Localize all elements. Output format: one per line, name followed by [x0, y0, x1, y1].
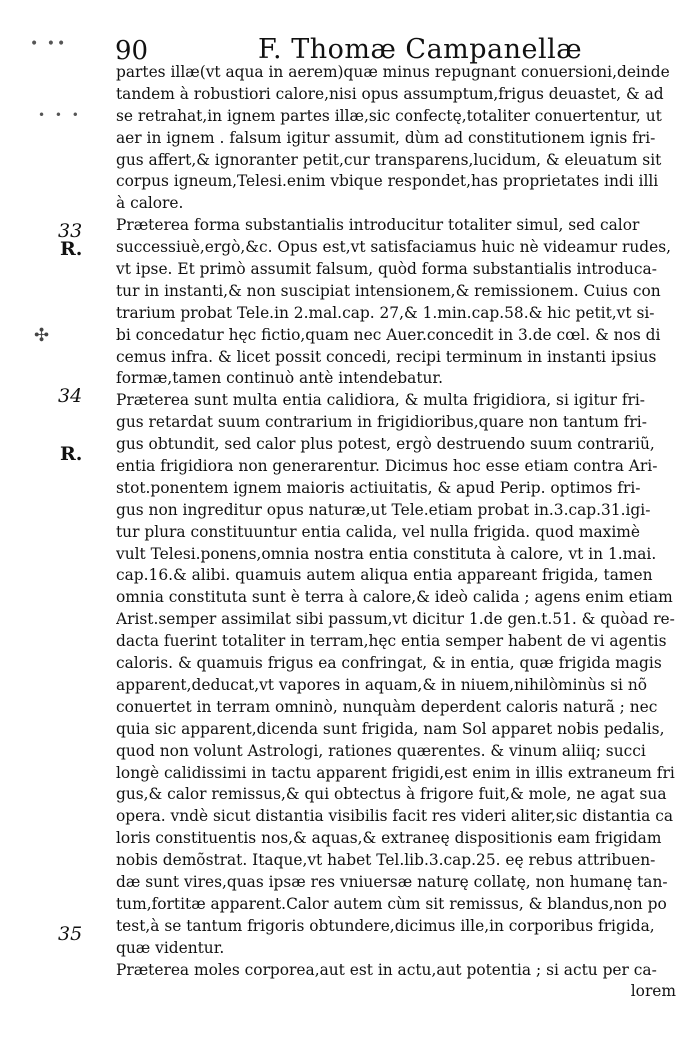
text-line: dacta fuerint totaliter in terram,hęc entia semper habent de vi agentis [116, 632, 667, 651]
text-line: caloris. & quamuis frigus ea confringat, & in entia, quæ frigida magis [116, 654, 662, 673]
text-line: vult Telesi.ponens,omnia nostra entia constituta à calore, vt in 1.mai. [116, 544, 657, 563]
text-line: vt ipse. Et primò assumit falsum, quòd forma substantialis introduca- [116, 260, 657, 279]
text-line: à calore. [116, 194, 184, 213]
text-line: cemus infra. & licet possit concedi, recipi terminum in instanti ipsius [116, 347, 657, 366]
text-line: longè calidissimi in tactu apparent frigidi,est enim in illis extraneum fri [116, 763, 675, 782]
text-line: gus affert,& ignoranter petit,cur transparens,lucidum, & eleuatum sit [116, 150, 662, 169]
text-line: omnia constituta sunt è terra à calore,& ideò calida ; agens enim etiam [116, 588, 673, 607]
margin-number-34: 34 [58, 385, 83, 407]
text-line: conuertet in terram omninò, nunquàm deperdent caloris naturã ; nec [116, 697, 658, 716]
text-line: loris constituentis nos,& aquas,& extraneę dispositionis eam frigidam [116, 829, 662, 848]
text-line: quæ videntur. [116, 938, 225, 957]
text-line: trarium probat Tele.in 2.mal.cap. 27,& 1.min.cap.58.& hic petit,vt si- [116, 303, 655, 322]
text-line: aer in ignem . falsum igitur assumit, dùm ad constitutionem ignis fri- [116, 128, 656, 147]
text-line: apparent,deducat,vt vapores in aquam,& in niuem,nihilòminùs si nõ [116, 675, 647, 694]
text-line: gus,& calor remissus,& qui obtectus à frigore fuit,& mole, ne agat sua [116, 785, 667, 804]
text-line: Arist.semper assimilat sibi passum,vt dicitur 1.de gen.t.51. & quòad re- [116, 610, 675, 629]
text-line: Præterea sunt multa entia calidiora, & multa frigidiora, si igitur fri- [116, 391, 645, 410]
text-line: successiuè,ergò,&c. Opus est,vt satisfaciamus huic nè videamur rudes, [116, 238, 672, 257]
text-line: quod non volunt Astrologi, rationes quærentes. & vinum aliiq; succi [116, 741, 646, 760]
text-line: opera. vndè sicut distantia visibilis facit res videri aliter,sic distantia ca [116, 807, 674, 826]
text-line: gus retardat suum contrarium in frigidioribus,quare non tantum fri- [116, 413, 647, 432]
margin-number-35: 35 [58, 923, 83, 945]
text-line: formæ,tamen continuò antè intendebatur. [116, 369, 443, 388]
text-line: lorem [630, 982, 676, 1001]
text-line: corpus igneum,Telesi.enim vbique respondet,has proprietates indi illi [116, 172, 659, 191]
text-line: partes illæ(vt aqua in aerem)quæ minus repugnant conuersioni,deinde [116, 63, 670, 81]
margin-reply-mark: R. [60, 238, 83, 260]
text-line: tur plura constituuntur entia calida, vel nulla frigida. quod maximè [116, 522, 640, 541]
margin-number-33: 33 [58, 220, 83, 242]
margin-ornament: ✣ [34, 325, 50, 346]
margin-reply-mark: R. [60, 443, 83, 465]
text-line: tur in instanti,& non suscipiat intensionem,& remissionem. Cuius con [116, 281, 661, 300]
text-line: Præterea moles corporea,aut est in actu,aut potentia ; si actu per ca- [116, 960, 657, 979]
ink-specks: • •• [30, 36, 68, 52]
text-line: Præterea forma substantialis introducitur totaliter simul, sed calor [116, 216, 640, 235]
text-line: tandem à robustiori calore,nisi opus assumptum,frigus deuastet, & ad [116, 84, 664, 103]
margin-dots: • • • [38, 108, 82, 122]
text-line: gus non ingreditur opus naturæ,ut Tele.etiam probat in.3.cap.31.igi- [116, 500, 651, 519]
text-line: tum,fortitæ apparent.Calor autem cùm sit remissus, & blandus,non po [116, 894, 667, 913]
text-line: se retrahat,in ignem partes illæ,sic confectę,totaliter conuertentur, ut [116, 106, 662, 125]
text-line: gus obtundit, sed calor plus potest, ergò destruendo suum contrariũ, [116, 435, 655, 454]
page-number: 90 [115, 36, 149, 66]
body-text [116, 62, 676, 1003]
text-line: test,à se tantum frigoris obtundere,dicimus ille,in corporibus frigida, [116, 916, 655, 935]
running-head: F. Thomæ Campanellæ [258, 34, 583, 65]
text-line: cap.16.& alibi. quamuis autem aliqua entia appareant frigida, tamen [116, 566, 653, 585]
text-line: stot.ponentem ignem maioris actiuitatis, & apud Perip. optimos fri- [116, 478, 641, 497]
text-line: bi concedatur hęc fictio,quam nec Auer.concedit in 3.de cœl. & nos di [116, 325, 661, 344]
text-line: nobis demõstrat. Itaque,vt habet Tel.lib.3.cap.25. eę rebus attribuen- [116, 851, 656, 870]
text-line: entia frigidiora non generarentur. Dicimus hoc esse etiam contra Ari- [116, 457, 658, 476]
text-line: dæ sunt vires,quas ipsæ res vniuersæ naturę collatę, non humanę tan- [116, 872, 668, 891]
text-line: quia sic apparent,dicenda sunt frigida, nam Sol apparet nobis pedalis, [116, 719, 665, 738]
